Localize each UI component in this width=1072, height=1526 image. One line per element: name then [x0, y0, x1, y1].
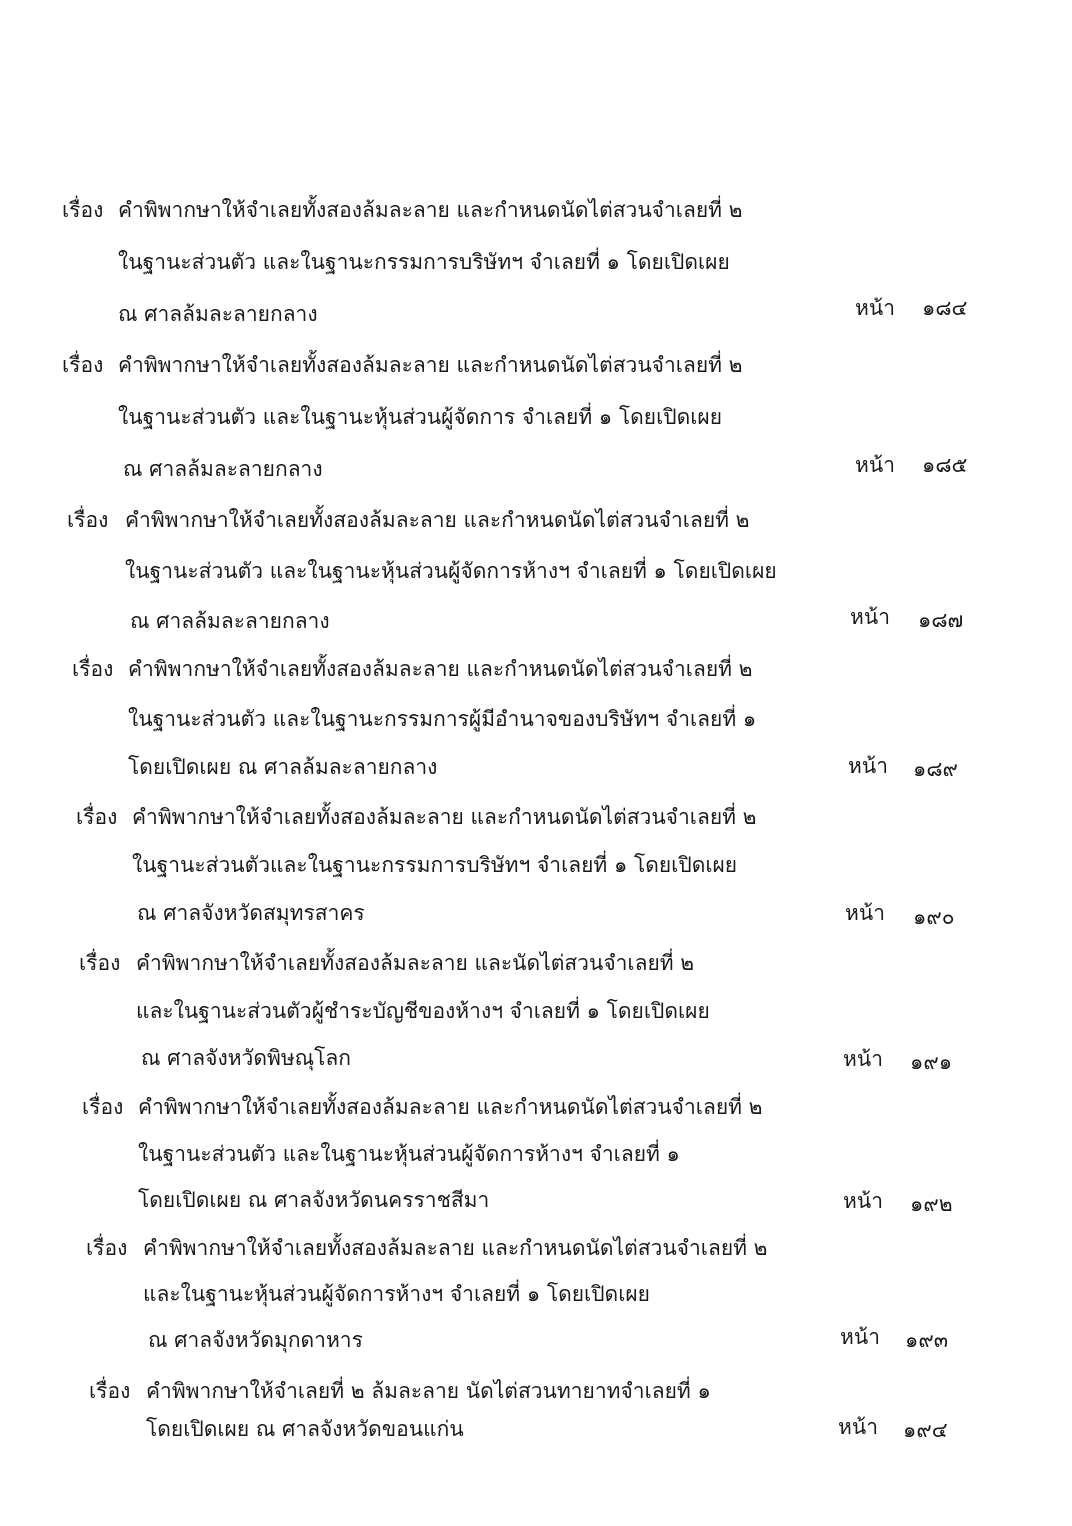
entry-label: เรื่อง: [86, 1236, 128, 1260]
entry-line-2: ในฐานะส่วนตัว และในฐานะหุ้นส่วนผู้จัดการ จำเลยที่ ๑ โดยเปิดเผย: [118, 405, 722, 429]
entry-line-1: คำพิพากษาให้จำเลยที่ ๒ ล้มละลาย นัดไต่สวนทายาทจำเลยที่ ๑: [146, 1379, 711, 1403]
entry-line-1: คำพิพากษาให้จำเลยทั้งสองล้มละลาย และกำหนดนัดไต่สวนจำเลยที่ ๒: [125, 508, 750, 532]
entry-line-1: คำพิพากษาให้จำเลยทั้งสองล้มละลาย และนัดไต่สวนจำเลยที่ ๒: [136, 951, 695, 975]
page-label: หน้า: [840, 1325, 880, 1349]
page-number: ๑๙๒: [910, 1192, 953, 1216]
page-label: หน้า: [855, 296, 895, 320]
index-entry: [0, 802, 1072, 952]
entry-label: เรื่อง: [72, 657, 114, 681]
entry-line-3: ณ ศาลจังหวัดสมุทรสาคร: [137, 901, 365, 925]
entry-line-3: โดยเปิดเผย ณ ศาลจังหวัดนครราชสีมา: [138, 1188, 490, 1212]
entry-line-1: คำพิพากษาให้จำเลยทั้งสองล้มละลาย และกำหนดนัดไต่สวนจำเลยที่ ๒: [138, 1095, 763, 1119]
entry-label: เรื่อง: [89, 1379, 131, 1403]
entry-label: เรื่อง: [62, 198, 104, 222]
entry-line-2: ในฐานะส่วนตัวและในฐานะกรรมการบริษัทฯ จำเลยที่ ๑ โดยเปิดเผย: [132, 853, 738, 877]
index-entry: [0, 654, 1072, 804]
entry-label: เรื่อง: [79, 951, 121, 975]
entry-line-2: ในฐานะส่วนตัว และในฐานะหุ้นส่วนผู้จัดการห้างฯ จำเลยที่ ๑ โดยเปิดเผย: [125, 559, 777, 583]
page-number: ๑๘๕: [922, 453, 968, 477]
entry-label: เรื่อง: [82, 1095, 124, 1119]
entry-line-2: และในฐานะหุ้นส่วนผู้จัดการห้างฯ จำเลยที่ ๑ โดยเปิดเผย: [143, 1282, 650, 1306]
page-label: หน้า: [843, 1047, 883, 1071]
page-number: ๑๘๙: [913, 757, 958, 781]
page-label: หน้า: [838, 1415, 878, 1439]
page-label: หน้า: [843, 1189, 883, 1213]
entry-line-3: โดยเปิดเผย ณ ศาลล้มละลายกลาง: [128, 755, 438, 779]
page-label: หน้า: [848, 754, 888, 778]
index-entry: [0, 1233, 1072, 1383]
entry-line-2: ในฐานะส่วนตัว และในฐานะกรรมการบริษัทฯ จำเลยที่ ๑ โดยเปิดเผย: [118, 250, 730, 274]
entry-line-1: คำพิพากษาให้จำเลยทั้งสองล้มละลาย และกำหนดนัดไต่สวนจำเลยที่ ๒: [132, 805, 757, 829]
entry-line-2: ในฐานะส่วนตัว และในฐานะกรรมการผู้มีอำนาจของบริษัทฯ จำเลยที่ ๑: [128, 707, 757, 731]
page-number: ๑๘๔: [922, 296, 968, 320]
page-number: ๑๙๔: [903, 1418, 948, 1442]
page-number: ๑๘๗: [918, 608, 964, 632]
entry-label: เรื่อง: [62, 353, 104, 377]
entry-line-1: คำพิพากษาให้จำเลยทั้งสองล้มละลาย และกำหนดนัดไต่สวนจำเลยที่ ๒: [128, 657, 753, 681]
entry-line-3: ณ ศาลจังหวัดพิษณุโลก: [141, 1046, 352, 1070]
page-number: ๑๙๓: [905, 1328, 949, 1352]
page-number: ๑๙๑: [910, 1050, 953, 1074]
index-entry: [0, 1092, 1072, 1242]
index-entry: [0, 350, 1072, 500]
index-entry: [0, 1376, 1072, 1526]
index-entry: [0, 505, 1072, 655]
entry-line-2: ในฐานะส่วนตัว และในฐานะหุ้นส่วนผู้จัดการห้างฯ จำเลยที่ ๑: [138, 1142, 680, 1166]
index-entry: [0, 948, 1072, 1098]
page-label: หน้า: [845, 901, 885, 925]
entry-line-3: ณ ศาลล้มละลายกลาง: [130, 609, 330, 633]
index-entry: [0, 195, 1072, 345]
entry-line-1: คำพิพากษาให้จำเลยทั้งสองล้มละลาย และกำหนดนัดไต่สวนจำเลยที่ ๒: [143, 1236, 768, 1260]
page-label: หน้า: [855, 453, 895, 477]
entry-label: เรื่อง: [67, 508, 109, 532]
entry-line-3: ณ ศาลล้มละลายกลาง: [123, 457, 323, 481]
entry-line-2: โดยเปิดเผย ณ ศาลจังหวัดขอนแก่น: [146, 1417, 464, 1441]
entry-line-3: ณ ศาลจังหวัดมุกดาหาร: [148, 1328, 363, 1352]
entry-line-3: ณ ศาลล้มละลายกลาง: [118, 302, 318, 326]
entry-line-1: คำพิพากษาให้จำเลยทั้งสองล้มละลาย และกำหนดนัดไต่สวนจำเลยที่ ๒: [118, 353, 743, 377]
entry-line-1: คำพิพากษาให้จำเลยทั้งสองล้มละลาย และกำหนดนัดไต่สวนจำเลยที่ ๒: [118, 198, 743, 222]
entry-line-2: และในฐานะส่วนตัวผู้ชำระบัญชีของห้างฯ จำเลยที่ ๑ โดยเปิดเผย: [136, 999, 710, 1023]
page-number: ๑๙๐: [913, 905, 955, 929]
page-label: หน้า: [850, 605, 890, 629]
entry-label: เรื่อง: [76, 805, 118, 829]
